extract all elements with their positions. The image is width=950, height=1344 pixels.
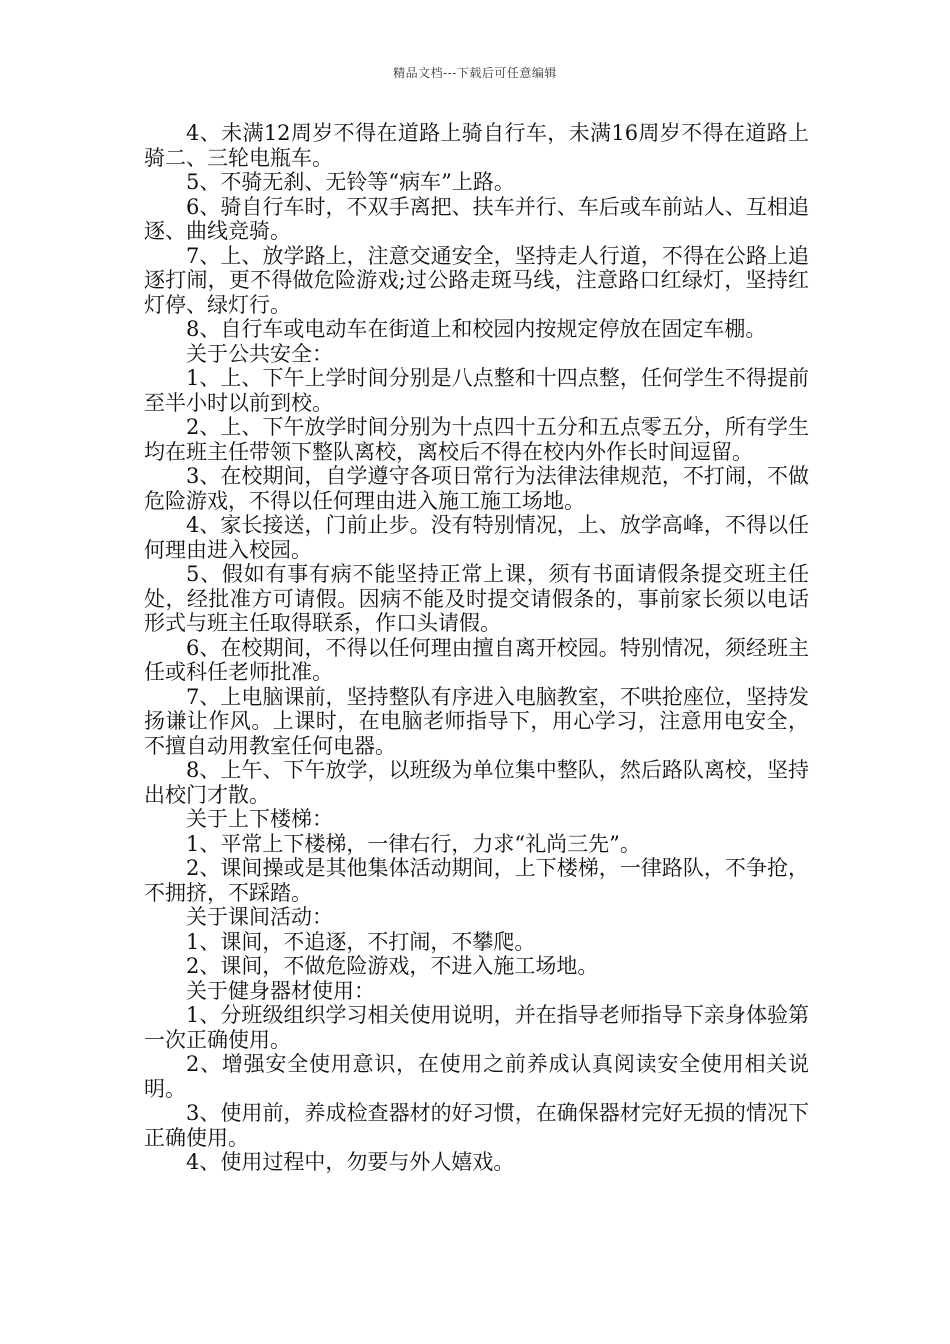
paragraph: 6、骑自行车时，不双手离把、扶车并行、车后或车前站人、互相追逐、曲线竞骑。 <box>144 194 809 243</box>
section-heading: 关于课间活动： <box>186 905 333 929</box>
paragraph: 2、课间，不做危险游戏，不进入施工场地。 <box>186 954 599 978</box>
paragraph: 2、课间操或是其他集体活动期间，上下楼梯，一律路队，不争抢，不拥挤，不踩踏。 <box>144 856 809 905</box>
section-heading: 关于健身器材使用： <box>186 978 375 1003</box>
paragraph: 7、上电脑课前，坚持整队有序进入电脑教室，不哄抢座位，坚持发扬谦让作风。上课时，在电脑老师指导下，用心学习，注意用电安全，不擅自动用教室任何电器。 <box>144 684 809 758</box>
page-header: 精品文档---下载后可任意编辑 <box>393 66 557 80</box>
paragraph: 1、上、下午上学时间分别是八点整和十四点整，任何学生不得提前至半小时以前到校。 <box>144 366 809 415</box>
paragraph: 1、分班级组织学习相关使用说明，并在指导老师指导下亲身体验第一次正确使用。 <box>144 1003 809 1052</box>
document-body <box>144 121 809 1175</box>
paragraph: 1、平常上下楼梯，一律右行，力求“礼尚三先”。 <box>186 831 641 856</box>
paragraph: 2、上、下午放学时间分别为十点四十五分和五点零五分，所有学生均在班主任带领下整队离校，离校后不得在校内外作长时间逗留。 <box>144 415 809 464</box>
paragraph: 8、自行车或电动车在街道上和校园内按规定停放在固定车棚。 <box>186 317 767 341</box>
paragraph: 4、未满12周岁不得在道路上骑自行车，未满16周岁不得在道路上骑二、三轮电瓶车。 <box>144 121 809 170</box>
paragraph: 4、家长接送，门前止步。没有特别情况，上、放学高峰，不得以任何理由进入校园。 <box>144 513 809 562</box>
paragraph: 1、课间，不追逐，不打闹，不攀爬。 <box>186 929 536 954</box>
paragraph: 8、上午、下午放学，以班级为单位集中整队，然后路队离校，坚持出校门才散。 <box>144 758 809 807</box>
paragraph: 2、增强安全使用意识，在使用之前养成认真阅读安全使用相关说明。 <box>144 1052 809 1101</box>
paragraph: 5、不骑无刹、无铃等“病车”上路。 <box>186 170 515 194</box>
paragraph: 3、使用前，养成检查器材的好习惯，在确保器材完好无损的情况下正确使用。 <box>144 1101 809 1150</box>
paragraph: 6、在校期间，不得以任何理由擅自离开校园。特别情况，须经班主任或科任老师批准。 <box>144 635 809 684</box>
paragraph: 7、上、放学路上，注意交通安全，坚持走人行道，不得在公路上追逐打闹，更不得做危险游戏;过公路走斑马线，注意路口红绿灯，坚持红灯停、绿灯行。 <box>144 243 809 317</box>
section-heading: 关于上下楼梯： <box>186 807 333 831</box>
paragraph: 4、使用过程中，勿要与外人嬉戏。 <box>186 1150 515 1174</box>
paragraph: 5、假如有事有病不能坚持正常上课，须有书面请假条提交班主任处，经批准方可请假。因病不能及时提交请假条的，事前家长须以电话形式与班主任取得联系，作口头请假。 <box>144 562 809 635</box>
section-heading: 关于公共安全： <box>186 341 333 366</box>
paragraph: 3、在校期间，自学遵守各项日常行为法律法律规范，不打闹，不做危险游戏，不得以任何理由进入施工施工场地。 <box>144 464 809 513</box>
